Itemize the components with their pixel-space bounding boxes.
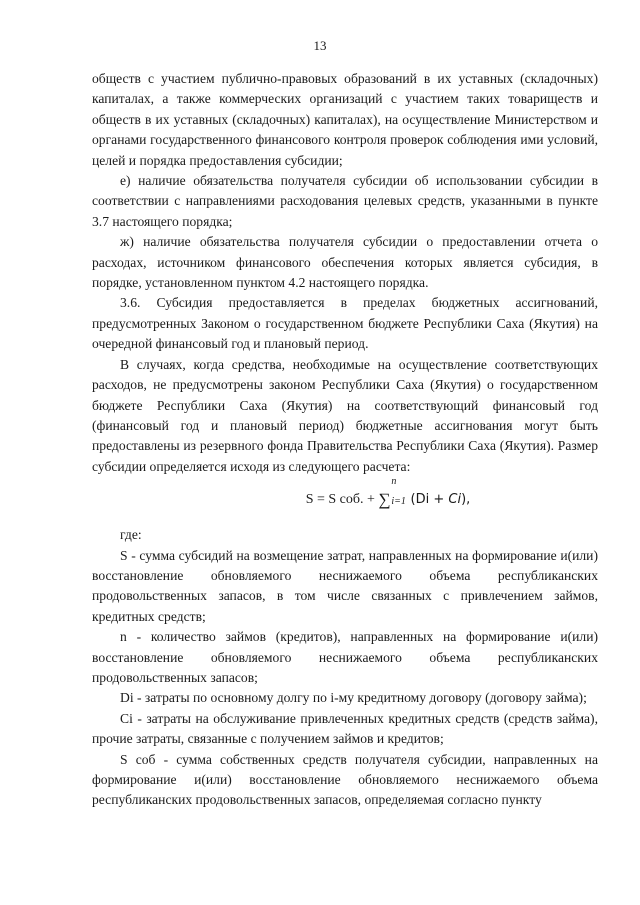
formula-body-close: ), bbox=[461, 492, 471, 508]
paragraph-reserve-fund: В случаях, когда средства, необходимые на осуществление соответствующих расходов, не предусмотрены законом Республики Саха (Якутия) о государственном бюджете Республики Саха (Якутия) на соответствующий финансовый год (финансовый год и плановый период) бюджетные ассигнования могут быть предоставлены из резервного фонда Правительства Республики Саха (Якутия). Размер субсидии определяется исходя из следующего расчета: bbox=[92, 356, 598, 474]
definition-n: n - количество займов (кредитов), направленных на формирование и(или) восстановление обновляемого неснижаемого объема республиканских продовольственных запасов; bbox=[92, 629, 598, 685]
definition-di: Di - затраты по основному долгу по i-му кредитному договору (договору займа); bbox=[120, 690, 587, 706]
subsidy-formula bbox=[92, 476, 598, 515]
sum-lower-limit: i=1 bbox=[391, 496, 406, 508]
definition-s: S - сумма субсидий на возмещение затрат, направленных на формирование и(или) восстановление обновляемого неснижаемого объема республиканских продовольственных запасов, в том числе связанных с привлечением займов, кредитных средств; bbox=[92, 547, 598, 624]
definition-ci: Ci - затраты на обслуживание привлеченных кредитных средств (средств займа), прочие затраты, связанные с получением займов и кредитов; bbox=[92, 710, 598, 747]
formula-left: S = S соб. + bbox=[305, 492, 379, 508]
definition-s-sob: S соб - сумма собственных средств получателя субсидии, направленных на формирование и(или) восстановление обновляемого неснижаемого объема республиканских продовольственных запасов, определяемая согласно пункту bbox=[92, 751, 598, 808]
paragraph-item-zh: ж) наличие обязательства получателя субсидии о предоставлении отчета о расходах, источником финансового обеспечения которых является субсидия, в порядке, установленном пунктом 4.2 настоящего порядка. bbox=[92, 234, 598, 291]
paragraph-3-6: 3.6. Субсидия предоставляется в пределах бюджетных ассигнований, предусмотренных Законом о государственном бюджете Республики Саха (Якутия) на очередной финансовый год и плановый период. bbox=[92, 295, 598, 352]
sum-symbol: ∑ n i=1 bbox=[378, 476, 406, 510]
page-number: 13 bbox=[313, 38, 327, 53]
paragraph-where: где: bbox=[120, 527, 142, 543]
sum-upper-limit: n bbox=[391, 476, 397, 488]
formula-body-ci: Ci bbox=[448, 492, 462, 508]
formula-body-open: (Di + bbox=[410, 492, 449, 508]
paragraph-item-e: е) наличие обязательства получателя субсидии об использовании субсидии в соответствии с направлениями расходования целевых средств, указанными в пункте 3.7 настоящего порядка; bbox=[92, 173, 598, 229]
document-body bbox=[92, 69, 598, 811]
paragraph-continuation: обществ с участием публично-правовых образований в их уставных (складочных) капиталах, а также коммерческих организаций с участием таких товариществ и обществ в их уставных (складочных) капиталах), на осуществление Министерством и органами государственного финансового контроля проверок соблюдения ими условий, целей и порядка предоставления субсидии; bbox=[92, 71, 598, 168]
